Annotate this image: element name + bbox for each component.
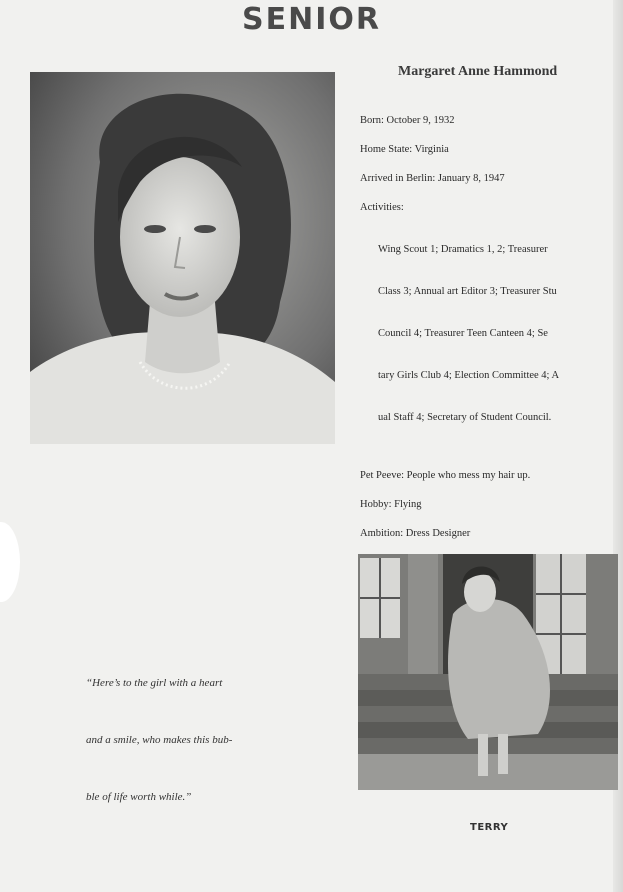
binder-hole [0, 522, 20, 602]
activities-block [360, 201, 623, 453]
senior-name: Margaret Anne Hammond [398, 64, 558, 79]
activities-line: ual Staff 4; Secretary of Student Council. [378, 412, 552, 423]
arrived-field: Arrived in Berlin: January 8, 1947 [360, 173, 505, 184]
activities-line: Class 3; Annual art Editor 3; Treasurer Stu [378, 286, 557, 297]
candid-caption: TERRY [470, 822, 509, 833]
page-title: SENIOR [242, 2, 381, 37]
ambition-field: Ambition: Dress Designer [360, 528, 471, 539]
born-field: Born: October 9, 1932 [360, 115, 455, 126]
activities-line: Wing Scout 1; Dramatics 1, 2; Treasurer [378, 244, 548, 255]
hobby-field: Hobby: Flying [360, 499, 422, 510]
quote-line: ble of life worth while.” [86, 791, 192, 803]
senior-portrait-photo [30, 72, 335, 444]
quote-line: and a smile, who makes this bub- [86, 734, 233, 746]
activities-line: Council 4; Treasurer Teen Canteen 4; Se [378, 328, 548, 339]
senior-info [360, 114, 623, 585]
activities-line: tary Girls Club 4; Election Committee 4; A [378, 370, 560, 381]
candid-photo [358, 554, 618, 790]
quote-line: “Here’s to the girl with a heart [86, 677, 223, 689]
pet-peeve-field: Pet Peeve: People who mess my hair up. [360, 470, 531, 481]
activities-label: Activities: [360, 202, 404, 213]
activities-lines [360, 215, 623, 453]
home-state-field: Home State: Virginia [360, 144, 449, 155]
dedication-quote [86, 636, 286, 826]
